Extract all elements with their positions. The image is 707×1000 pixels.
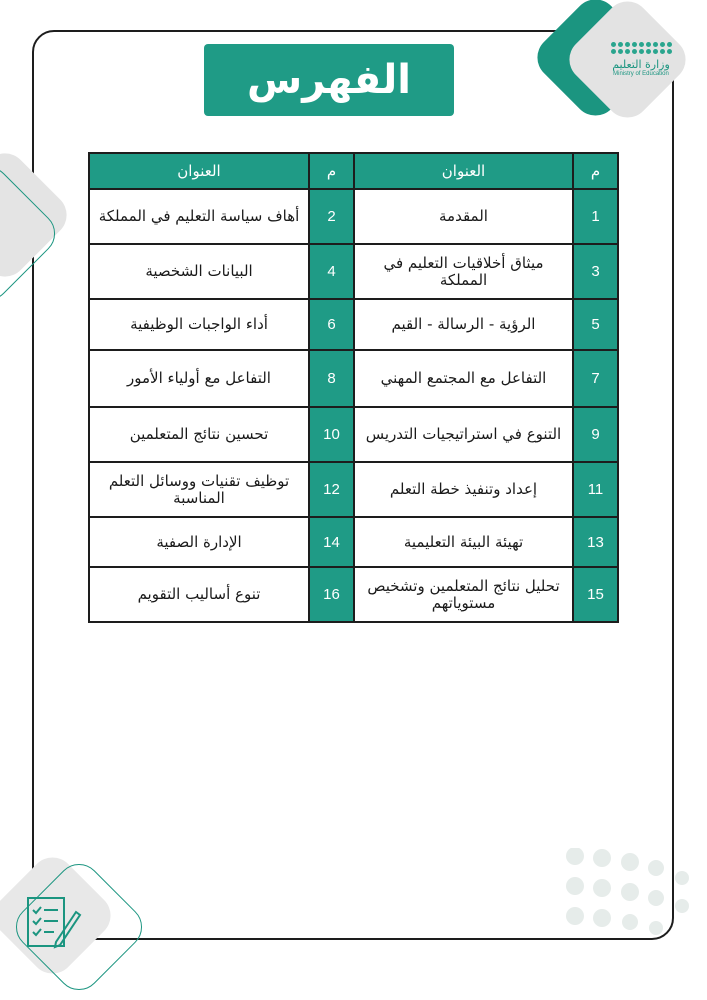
document-checklist-icon xyxy=(18,890,88,960)
item-number: 4 xyxy=(309,244,354,299)
item-number: 15 xyxy=(573,567,618,622)
item-title: التفاعل مع المجتمع المهني xyxy=(354,350,573,407)
table-row xyxy=(89,517,618,567)
table-header-row xyxy=(89,153,618,189)
item-title: التنوع في استراتيجيات التدريس xyxy=(354,407,573,462)
table-row xyxy=(89,567,618,622)
index-table xyxy=(88,152,619,623)
item-title: تحليل نتائج المتعلمين وتشخيص مستوياتهم xyxy=(354,567,573,622)
item-title: إعداد وتنفيذ خطة التعلم xyxy=(354,462,573,517)
header-title: العنوان xyxy=(89,153,309,189)
header-title: العنوان xyxy=(354,153,573,189)
item-number: 6 xyxy=(309,299,354,350)
item-number: 11 xyxy=(573,462,618,517)
item-title: أداء الواجبات الوظيفية xyxy=(89,299,309,350)
item-title: تنوع أساليب التقويم xyxy=(89,567,309,622)
item-title: البيانات الشخصية xyxy=(89,244,309,299)
header-num: م xyxy=(309,153,354,189)
item-number: 2 xyxy=(309,189,354,244)
item-number: 16 xyxy=(309,567,354,622)
table-row xyxy=(89,189,618,244)
table-row xyxy=(89,350,618,407)
page-title: الفهرس xyxy=(204,44,454,116)
table-row xyxy=(89,244,618,299)
table-row xyxy=(89,299,618,350)
item-number: 3 xyxy=(573,244,618,299)
decorative-dots xyxy=(560,848,700,938)
item-title: التفاعل مع أولياء الأمور xyxy=(89,350,309,407)
header-num: م xyxy=(573,153,618,189)
item-number: 10 xyxy=(309,407,354,462)
logo-english-text: Ministry of Education xyxy=(613,71,669,77)
ministry-logo-icon xyxy=(596,42,686,112)
item-number: 12 xyxy=(309,462,354,517)
table-row xyxy=(89,407,618,462)
item-number: 5 xyxy=(573,299,618,350)
item-number: 1 xyxy=(573,189,618,244)
item-title: أهاف سياسة التعليم في المملكة xyxy=(89,189,309,244)
logo-dots xyxy=(596,42,686,54)
item-title: المقدمة xyxy=(354,189,573,244)
item-title: الرؤية - الرسالة - القيم xyxy=(354,299,573,350)
item-number: 7 xyxy=(573,350,618,407)
item-number: 9 xyxy=(573,407,618,462)
item-title: تحسين نتائج المتعلمين xyxy=(89,407,309,462)
item-number: 14 xyxy=(309,517,354,567)
item-number: 8 xyxy=(309,350,354,407)
item-title: توظيف تقنيات ووسائل التعلم المناسبة xyxy=(89,462,309,517)
logo-arabic-text: وزارة التعليم xyxy=(612,58,670,71)
item-title: تهيئة البيئة التعليمية xyxy=(354,517,573,567)
item-number: 13 xyxy=(573,517,618,567)
item-title: ميثاق أخلاقيات التعليم في المملكة xyxy=(354,244,573,299)
item-title: الإدارة الصفية xyxy=(89,517,309,567)
table-row xyxy=(89,462,618,517)
